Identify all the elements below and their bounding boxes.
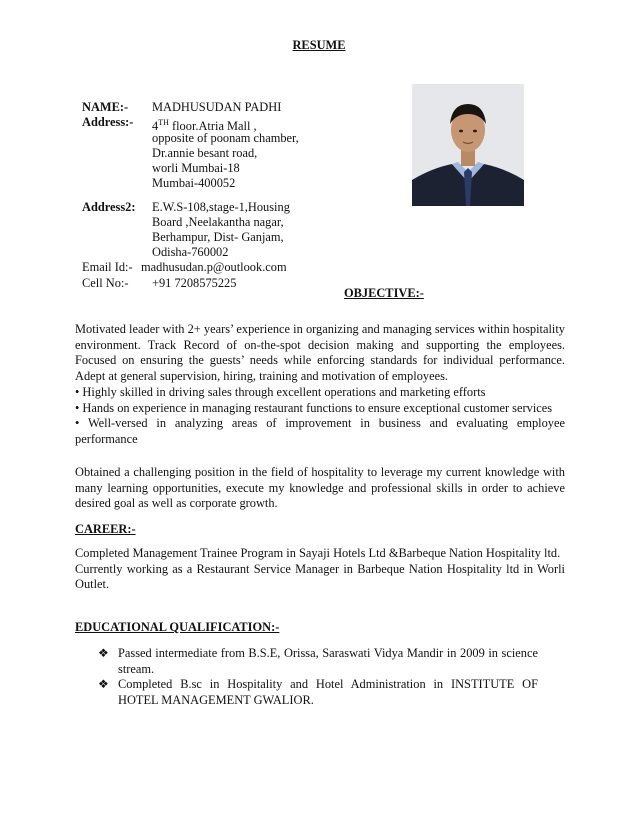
address-line: Mumbai-400052 <box>152 176 236 190</box>
address-floor-sup: TH <box>158 118 169 127</box>
address-line: opposite of poonam chamber, <box>152 131 299 145</box>
education-item-text: Completed B.sc in Hospitality and Hotel Administration in INSTITUTE OF HOTEL MANAGEMENT GWALIOR. <box>118 677 538 707</box>
objective-goal-text: Obtained a challenging position in the field of hospitality to leverage my current knowledge with many learning opportunities, execute my knowledge and professional skills in order to achieve desired goal as well as corporate growth. <box>75 465 565 510</box>
objective-bullet: • Hands on experience in managing restaurant functions to ensure exceptional customer services <box>75 400 553 415</box>
career-line: Completed Management Trainee Program in Sayaji Hotels Ltd &Barbeque Nation Hospitality ltd. <box>75 546 561 560</box>
name-label: NAME:- <box>82 100 129 114</box>
email-value: madhusudan.p@outlook.com <box>141 260 287 274</box>
career-heading: CAREER:- <box>75 522 136 536</box>
address2-label: Address2: <box>82 200 136 214</box>
name-value: MADHUSUDAN PADHI <box>152 100 282 114</box>
address2-line: E.W.S-108,stage-1,Housing <box>152 200 290 214</box>
objective-bullet: • Well-versed in analyzing areas of improvement in business and evaluating employee performance <box>75 416 565 446</box>
education-item <box>98 677 538 708</box>
cell-value: +91 7208575225 <box>152 276 237 290</box>
cell-label: Cell No:- <box>82 276 129 290</box>
resume-title: RESUME <box>292 38 346 52</box>
address-floor-rest: floor.Atria Mall , <box>171 119 257 134</box>
education-item-text: Passed intermediate from B.S.E, Orissa, Saraswati Vidya Mandir in 2009 in science stream. <box>118 646 538 676</box>
diamond-bullet-icon: ❖ <box>98 677 109 691</box>
education-heading: EDUCATIONAL QUALIFICATION:- <box>75 620 280 634</box>
objective-bullets <box>75 385 565 447</box>
career-line: Currently working as a Restaurant Service Manager in Barbeque Nation Hospitality ltd in Worli Outlet. <box>75 561 565 591</box>
person-portrait-icon <box>412 84 524 206</box>
address-label: Address:- <box>82 115 134 129</box>
objective-goal <box>75 465 565 512</box>
profile-photo <box>412 84 524 206</box>
address2-line: Board ,Neelakantha nagar, <box>152 215 284 229</box>
objective-summary-text: Motivated leader with 2+ years’ experience in organizing and managing services within hospitality environment. Track Record of on-the-spot decision making and supporting the employees. Focused on ensuring the guests’ needs while enforcing standards for individual performance. Adept at general supervision, hiring, training and motivation of employees. <box>75 322 565 383</box>
education-list <box>98 646 538 708</box>
objective-heading: OBJECTIVE:- <box>344 286 424 300</box>
email-label: Email Id:- <box>82 260 133 274</box>
career-body <box>75 546 565 593</box>
address-line: Dr.annie besant road, <box>152 146 258 160</box>
address2-line: Odisha-760002 <box>152 245 229 259</box>
diamond-bullet-icon: ❖ <box>98 646 109 660</box>
objective-bullet: • Highly skilled in driving sales through excellent operations and marketing efforts <box>75 385 486 399</box>
education-item <box>98 646 538 677</box>
address2-line: Berhampur, Dist- Ganjam, <box>152 230 284 244</box>
address-floor-prefix: 4 <box>152 119 159 134</box>
objective-summary <box>75 322 565 384</box>
address-line: worli Mumbai-18 <box>152 161 240 175</box>
